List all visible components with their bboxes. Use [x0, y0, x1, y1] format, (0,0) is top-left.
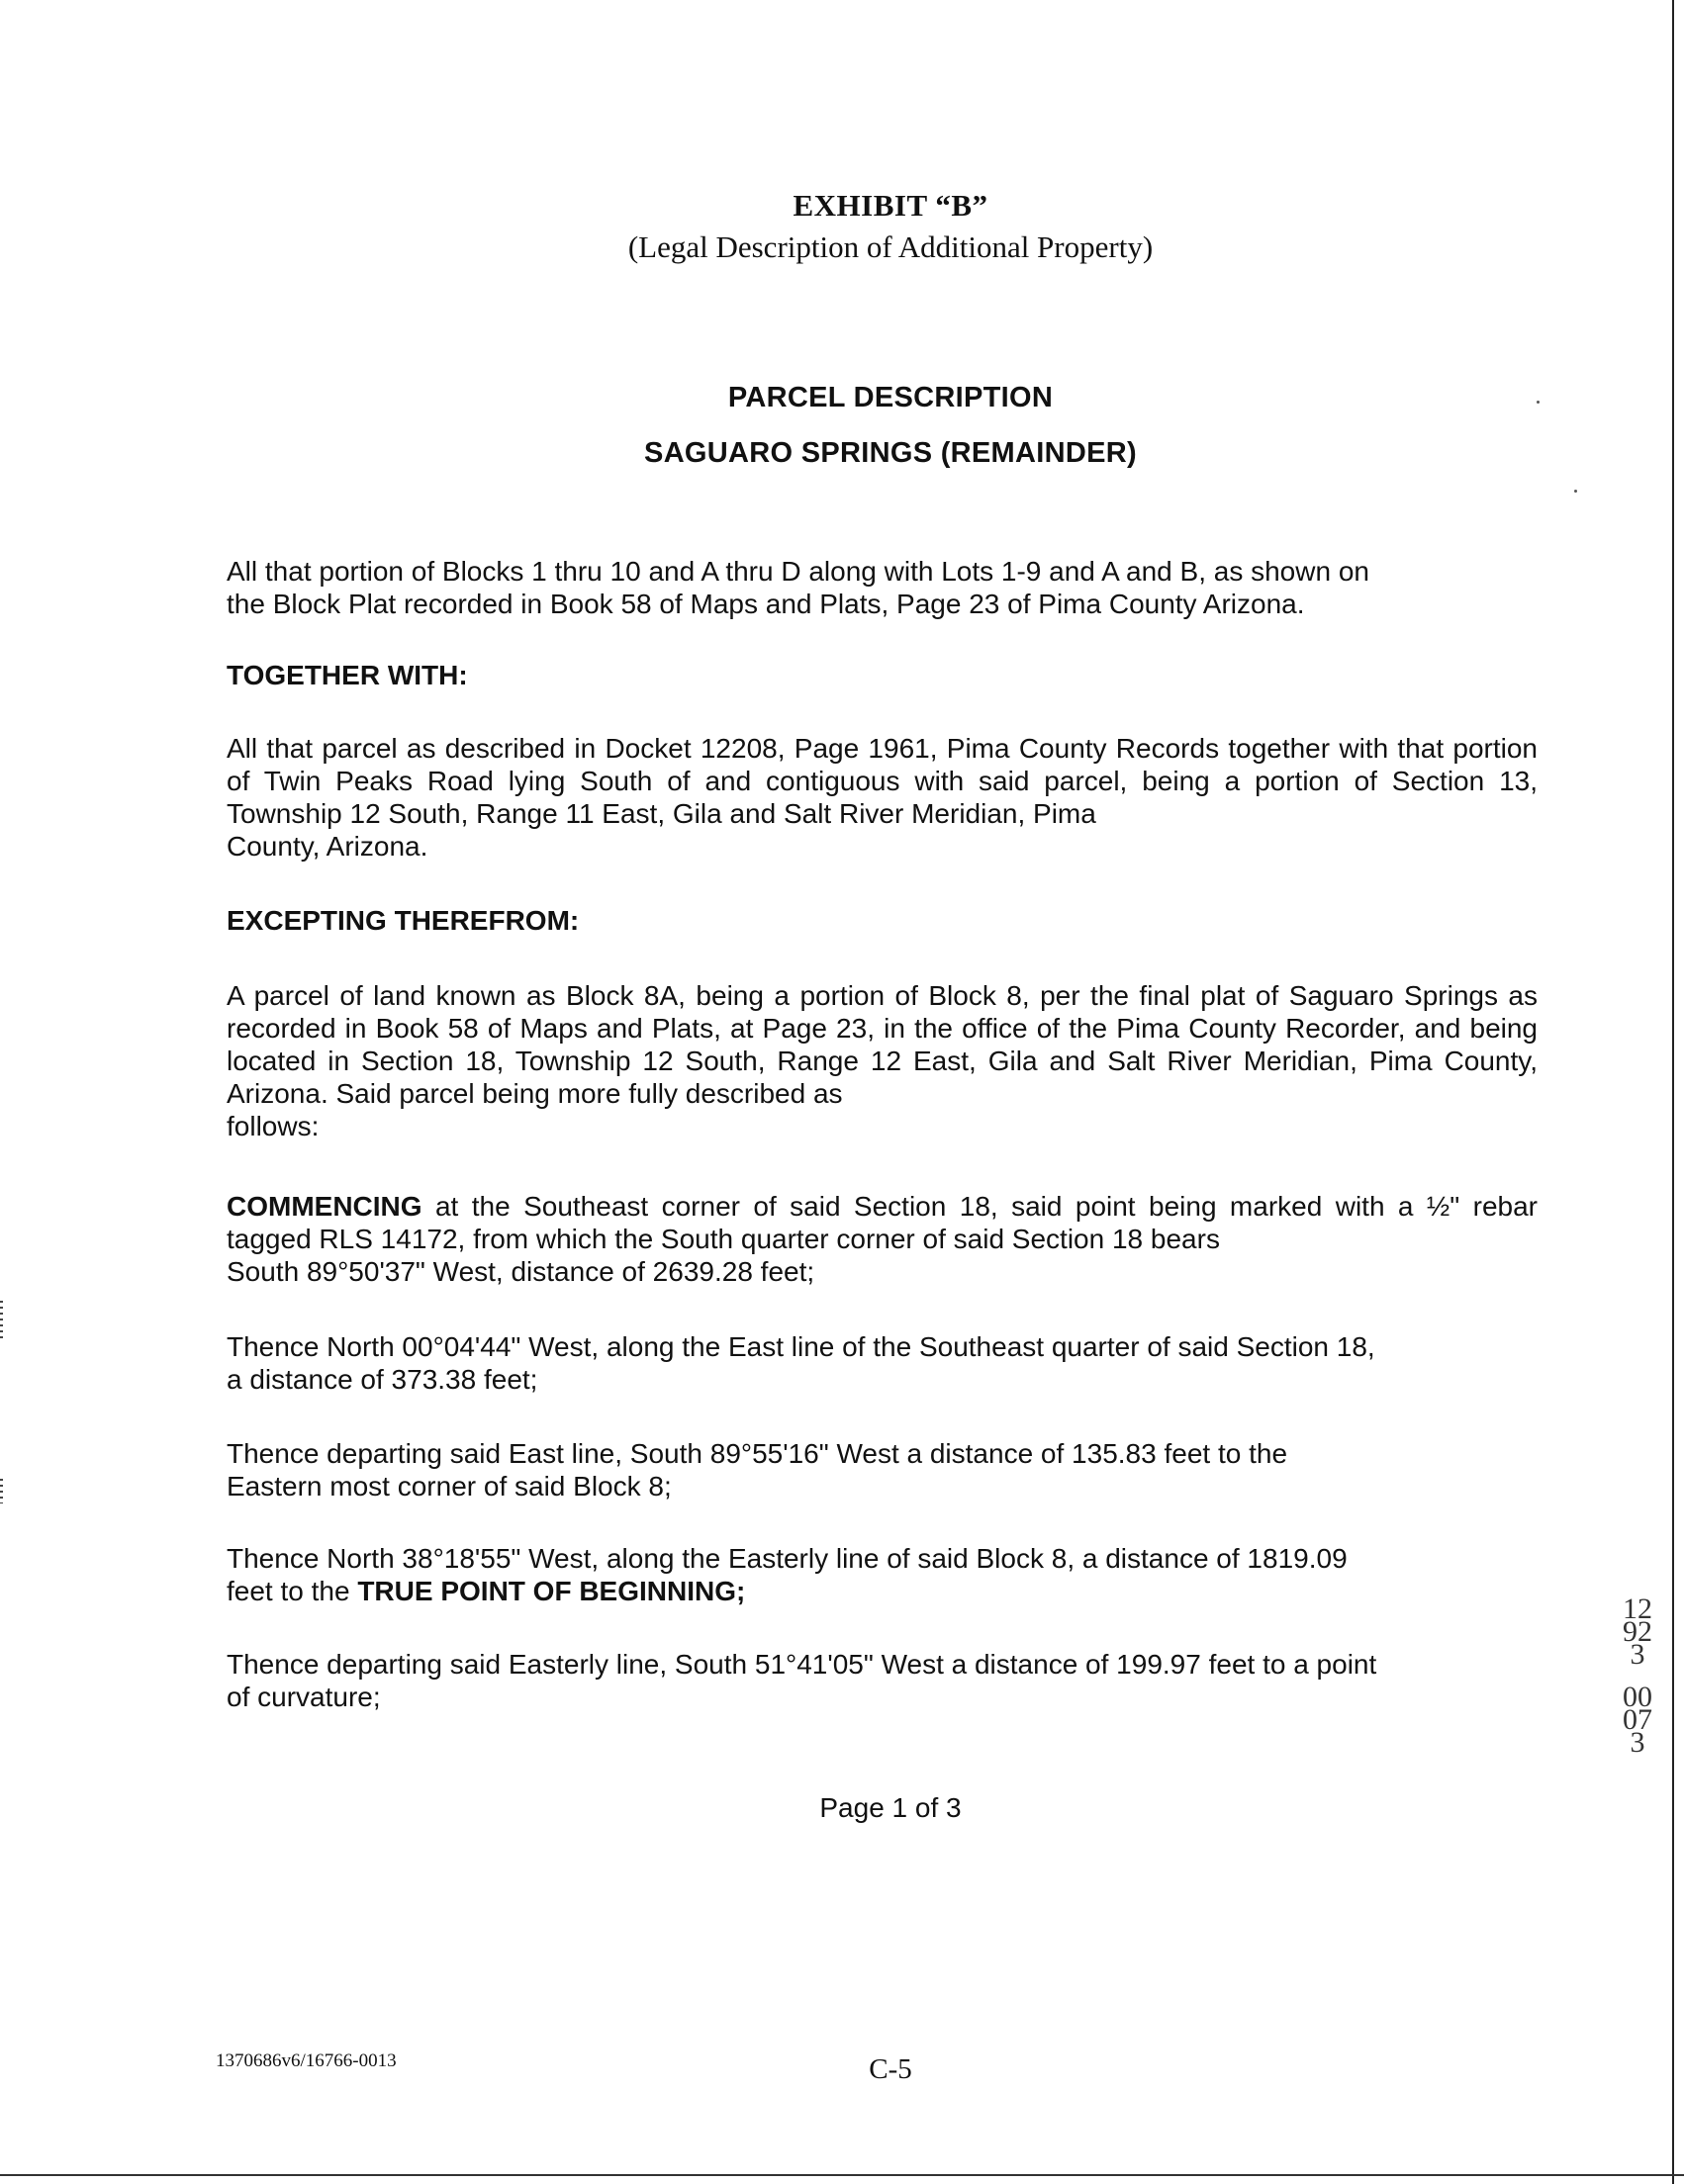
true-point-of-beginning: TRUE POINT OF BEGINNING;: [357, 1576, 746, 1606]
paragraph-thence-departing: [227, 1437, 1538, 1502]
scan-speck: [1574, 490, 1577, 493]
document-number: 1370686v6/16766-0013: [216, 2050, 397, 2071]
paragraph-blocks: [227, 555, 1538, 620]
paragraph-true-point: [227, 1542, 1538, 1607]
paragraph-line: follows:: [227, 1111, 320, 1141]
paragraph-line: a distance of 373.38 feet;: [227, 1364, 538, 1395]
paragraph-thence-north: [227, 1330, 1538, 1396]
page-number: Page 1 of 3: [819, 1792, 962, 1823]
exhibit-title: EXHIBIT “B”: [793, 188, 988, 223]
parcel-heading: PARCEL DESCRIPTION: [727, 382, 1054, 413]
paragraph-line: [227, 1575, 1538, 1607]
scan-margin-mark: [0, 1301, 3, 1340]
page-edge-bottom: [0, 2174, 1684, 2176]
footer-code: C-5: [869, 2053, 912, 2085]
scan-margin-mark: [0, 1479, 3, 1503]
paragraph-text: feet to the: [227, 1576, 358, 1606]
paragraph-block-8a: [227, 979, 1538, 1142]
paragraph-line: South 89°50'37" West, distance of 2639.28 feet;: [227, 1256, 815, 1287]
page-edge: [1672, 0, 1674, 2184]
paragraph-docket: [227, 732, 1538, 863]
paragraph-line: Thence departing said East line, South 89°55'16" West a distance of 135.83 feet to the: [227, 1438, 1288, 1469]
together-with-label: TOGETHER WITH:: [227, 660, 468, 690]
recording-stamp-docket: 12923: [1623, 1592, 1652, 1671]
commencing-keyword: COMMENCING: [227, 1191, 422, 1222]
exhibit-subtitle: (Legal Description of Additional Property): [627, 229, 1154, 264]
paragraph-line: County, Arizona.: [227, 831, 428, 862]
parcel-subheading: SAGUARO SPRINGS (REMAINDER): [644, 437, 1137, 469]
paragraph-line: All that portion of Blocks 1 thru 10 and A thru D along with Lots 1-9 and A and B, as shown on: [227, 556, 1369, 587]
paragraph-text: All that parcel as described in Docket 12208, Page 1961, Pima County Records together with that portion of Twin Peaks Road lying South of and contiguous with said parcel, being a portion of Section 13, Township 12 South, Range 11 East, Gila and Salt River Meridian, Pima: [227, 733, 1538, 829]
paragraph-line: Thence departing said Easterly line, South 51°41'05" West a distance of 199.97 feet to a point: [227, 1649, 1377, 1680]
paragraph-text: at the Southeast corner of said Section 18, said point being marked with a ½" rebar tagged RLS 14172, from which the South quarter corner of said Section 18 bears: [227, 1191, 1538, 1254]
paragraph-line: Eastern most corner of said Block 8;: [227, 1471, 672, 1502]
recording-stamp: [1623, 1592, 1652, 1774]
paragraph-line: the Block Plat recorded in Book 58 of Maps and Plats, Page 23 of Pima County Arizona.: [227, 589, 1305, 619]
recording-stamp-page: 00073: [1623, 1681, 1652, 1759]
paragraph-line: Thence North 00°04'44" West, along the East line of the Southeast quarter of said Section 18,: [227, 1331, 1375, 1362]
paragraph-line: Thence North 38°18'55" West, along the Easterly line of said Block 8, a distance of 1819.09: [227, 1543, 1348, 1574]
paragraph-curvature: [227, 1648, 1538, 1713]
paragraph-commencing: [227, 1190, 1538, 1288]
paragraph-line: of curvature;: [227, 1682, 381, 1712]
excepting-therefrom-label: EXCEPTING THEREFROM:: [227, 905, 580, 936]
paragraph-text: A parcel of land known as Block 8A, being a portion of Block 8, per the final plat of Saguaro Springs as recorded in Book 58 of Maps and Plats, at Page 23, in the office of the Pima County Recorder, and being located in Section 18, Township 12 South, Range 12 East, Gila and Salt River Meridian, Pima County, Arizona. Said parcel being more fully described as: [227, 980, 1538, 1109]
